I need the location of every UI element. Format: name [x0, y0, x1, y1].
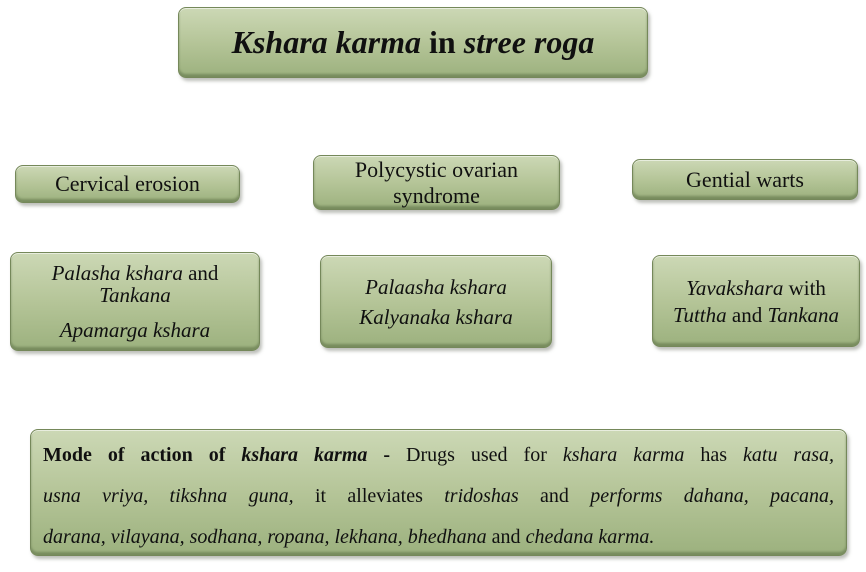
- treatment-line: Yavakshara with: [686, 275, 826, 300]
- treatment-line: Tankana: [99, 283, 171, 307]
- treatment-box-genital-warts: [652, 255, 860, 347]
- treatment-box-polycystic-ovarian-syndrome: [320, 255, 552, 348]
- mode-of-action-line: darana, vilayana, sodhana, ropana, lekhana, bhedhana and chedana karma.: [43, 526, 655, 548]
- diagram-title: Kshara karma in stree roga: [231, 24, 595, 60]
- condition-box-genital-warts: [632, 159, 858, 200]
- condition-label: syndrome: [393, 182, 480, 208]
- condition-box-polycystic-ovarian-syndrome: [313, 155, 560, 210]
- condition-box-cervical-erosion: [15, 165, 240, 203]
- condition-label: Polycystic ovarian: [354, 156, 519, 182]
- mode-of-action-line: Mode of action of kshara karma - Drugs used for kshara karma has katu rasa,: [43, 444, 834, 466]
- condition-label: Cervical erosion: [55, 171, 200, 197]
- mode-of-action-line: usna vriya, tikshna guna, it alleviates tridoshas and performs dahana, pacana,: [43, 485, 834, 507]
- treatment-line: Tuttha and Tankana: [672, 302, 840, 327]
- treatment-box-cervical-erosion: [10, 252, 260, 351]
- treatment-line: Apamarga kshara: [59, 318, 211, 342]
- treatment-line: Kalyanaka kshara: [359, 304, 513, 329]
- treatment-line: Palasha kshara and: [51, 261, 219, 285]
- condition-label: Gential warts: [686, 166, 804, 192]
- treatment-line: Palaasha kshara: [365, 274, 507, 299]
- mode-of-action-box: [30, 429, 847, 556]
- title-box: [178, 7, 648, 78]
